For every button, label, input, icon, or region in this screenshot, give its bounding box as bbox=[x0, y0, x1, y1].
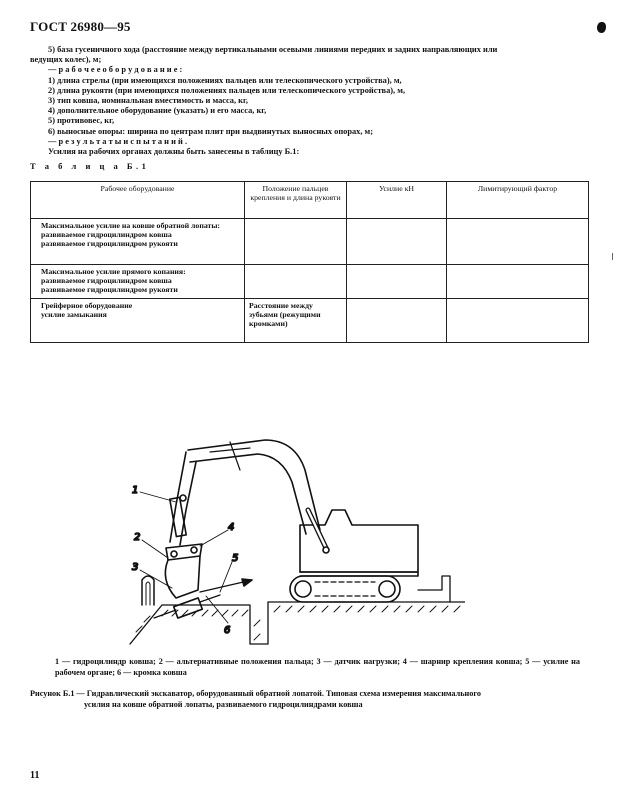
stick-and-boom bbox=[170, 440, 320, 545]
table-row bbox=[31, 299, 589, 343]
results-heading: — р е з у л ь т а т ы и с п ы т а н и й . bbox=[48, 136, 188, 146]
body-text bbox=[30, 45, 590, 157]
work-heading: — р а б о ч е е о б о р у д о в а н и е : bbox=[48, 65, 183, 75]
item5-line2: ведущих колес), м; bbox=[30, 55, 102, 65]
table-row bbox=[31, 219, 589, 265]
table-cell bbox=[447, 219, 589, 265]
hatch-marks bbox=[136, 606, 460, 640]
load-post bbox=[142, 576, 154, 605]
work-item-2: 2) длина рукояти (при имеющихся положениях пальцев или телескопического устройства), м, bbox=[48, 85, 406, 95]
table-header-cell: Положение пальцев крепления и длина рукояти bbox=[245, 182, 347, 219]
figure-label: 2 bbox=[134, 532, 141, 543]
cell-line: развиваемое гидроцилиндром рукояти bbox=[41, 239, 178, 249]
cell-line: Максимальное усилие прямого копания: bbox=[41, 267, 186, 276]
table-row bbox=[31, 265, 589, 299]
forces-line: Усилия на рабочих органах должны быть занесены в таблицу Б.1: bbox=[48, 147, 300, 157]
ink-blot bbox=[597, 22, 606, 33]
page-number: 11 bbox=[30, 770, 40, 781]
table-cell bbox=[245, 219, 347, 265]
table-cell bbox=[447, 265, 589, 299]
results-table bbox=[30, 181, 589, 343]
figure-label: 1 bbox=[132, 485, 139, 496]
work-item-5: 5) противовес, кг, bbox=[48, 116, 115, 126]
caption-line: усилия на ковше обратной лопаты, развиваемого гидроцилиндрами ковша bbox=[84, 700, 363, 709]
boom-cylinder bbox=[308, 510, 329, 553]
table-header-cell: Рабочее оборудование bbox=[31, 182, 245, 219]
table-cell bbox=[31, 219, 245, 265]
margin-mark bbox=[612, 253, 613, 260]
figure-label: 5 bbox=[232, 553, 239, 564]
table-header-cell: Усилие кН bbox=[347, 182, 447, 219]
figure-label: 6 bbox=[224, 625, 231, 636]
figure-label: 4 bbox=[228, 522, 235, 533]
force-arrow bbox=[200, 579, 252, 592]
work-item-4: 4) дополнительное оборудование (указать) и его масса, кг, bbox=[48, 106, 267, 116]
table-cell bbox=[245, 265, 347, 299]
table-cell bbox=[31, 265, 245, 299]
ground-hatching bbox=[130, 602, 465, 644]
table-cell bbox=[347, 265, 447, 299]
figure-legend: 1 — гидроцилиндр ковша; 2 — альтернативные положения пальца; 3 — датчик нагрузки; 4 — шарнир крепления ковша; 5 — усилие на рабочем органе; 6 — кромка ковша bbox=[55, 657, 580, 677]
table-cell bbox=[347, 299, 447, 343]
table-caption: Т а б л и ц а Б.1 bbox=[30, 161, 150, 171]
load-sensor bbox=[154, 595, 220, 618]
page-header: ГОСТ 26980—95 bbox=[30, 19, 131, 34]
figure-label: 3 bbox=[132, 562, 139, 573]
item5-line1: 5) база гусеничного хода (расстояние между вертикальными осевыми линиями передних и задних направляющих или bbox=[48, 45, 498, 54]
cell-line: Грейферное оборудование bbox=[41, 301, 133, 310]
table-header-row bbox=[31, 182, 589, 219]
table-cell bbox=[347, 219, 447, 265]
bucket-linkage bbox=[165, 544, 202, 598]
cell-line: Максимальное усилие на ковше обратной лопаты: bbox=[41, 221, 221, 230]
work-item-1: 1) длина стрелы (при имеющихся положениях пальцев или телескопического устройства), м, bbox=[48, 75, 402, 85]
figure-caption bbox=[30, 688, 590, 710]
caption-line: Рисунок Б.1 — Гидравлический экскаватор, оборудованный обратной лопатой. Типовая схема измерения максимального bbox=[30, 689, 481, 698]
excavator-drawing bbox=[120, 430, 465, 645]
cell-line: усилие замыкания bbox=[41, 310, 107, 320]
table-header-cell: Лимитирующий фактор bbox=[447, 182, 589, 219]
cell-line: развиваемое гидроцилиндром ковша bbox=[41, 276, 172, 286]
rear-support bbox=[418, 576, 450, 602]
cell-line: развиваемое гидроцилиндром рукояти bbox=[41, 285, 178, 295]
work-item-6: 6) выносные опоры: ширина по центрам плит при выдвинутых выносных опорах, м; bbox=[48, 126, 374, 136]
table-cell: Расстояние между зубьями (режущими кромками) bbox=[245, 299, 347, 343]
table-cell bbox=[447, 299, 589, 343]
tracks bbox=[290, 576, 400, 602]
work-item-3: 3) тип ковша, номинальная вместимость и масса, кг, bbox=[48, 96, 248, 106]
table-cell bbox=[31, 299, 245, 343]
cell-line: развиваемое гидроцилиндром ковша bbox=[41, 230, 172, 240]
